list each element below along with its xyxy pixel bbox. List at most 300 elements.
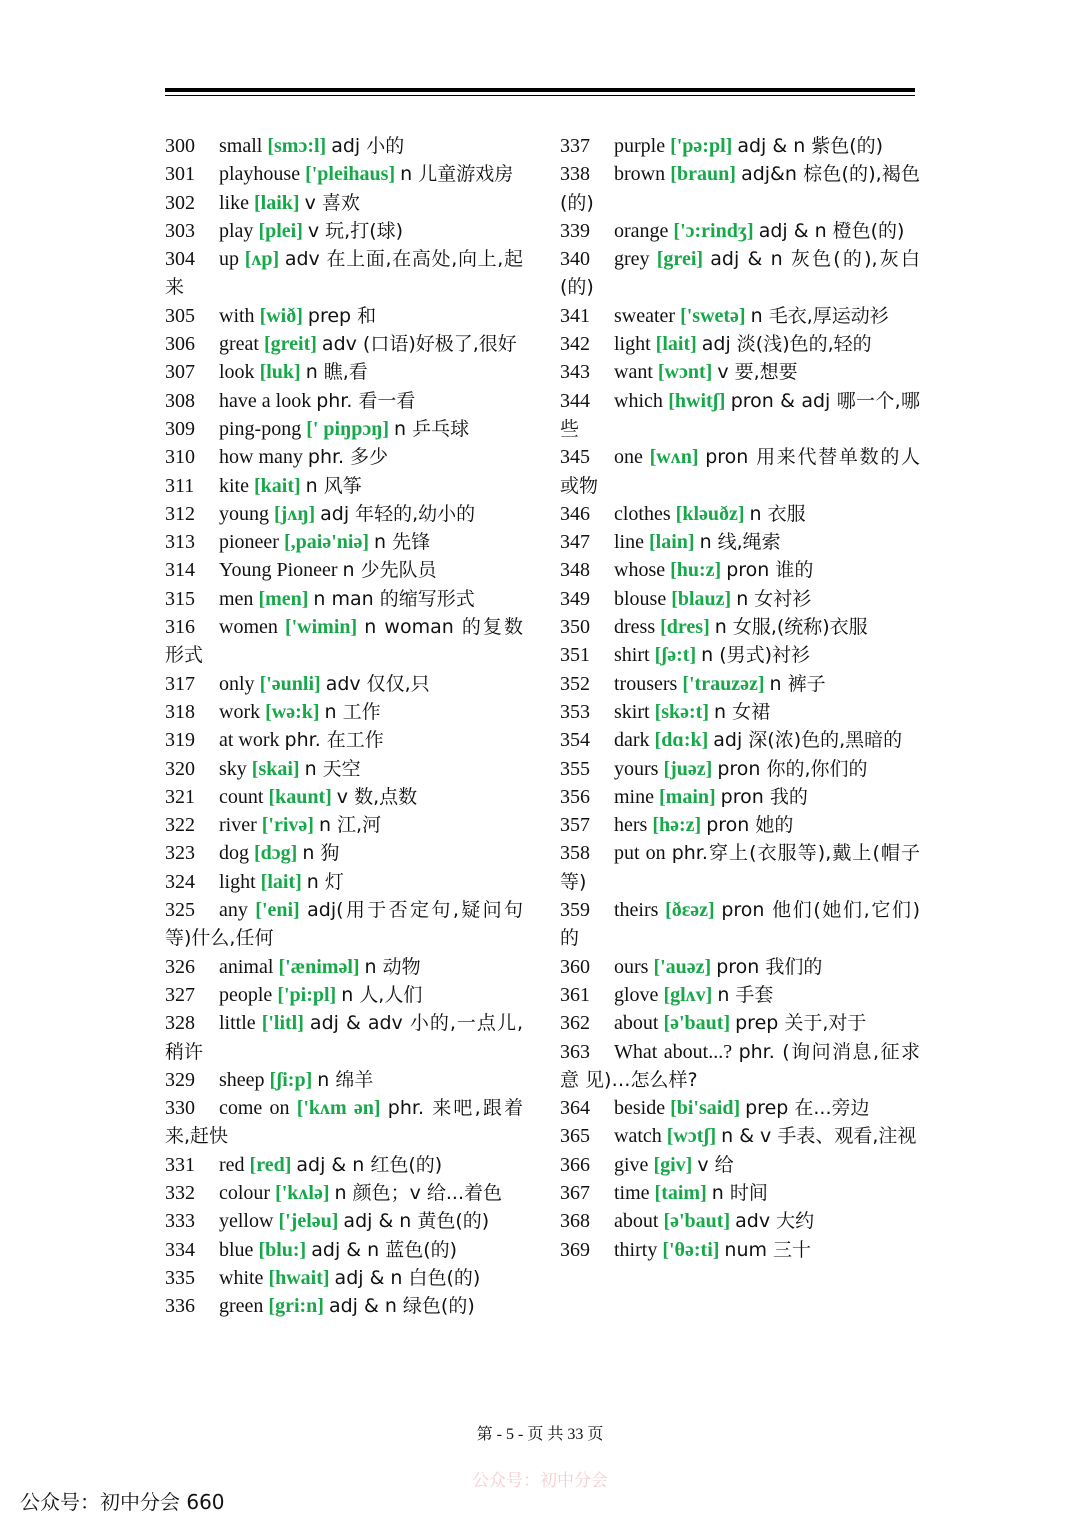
entry-number: 323 <box>165 842 195 865</box>
entry-number: 326 <box>165 955 195 978</box>
entry-definition: n 灯 <box>306 870 344 893</box>
entry-word: sheep <box>219 1068 265 1091</box>
vocab-entry <box>560 443 920 500</box>
vocab-entry <box>165 1066 523 1094</box>
entry-definition: prep 和 <box>307 304 377 327</box>
entry-phonetic: [wə:k] <box>265 700 320 723</box>
entry-phonetic: [giv] <box>653 1153 693 1176</box>
entry-number: 327 <box>165 983 195 1006</box>
watermark-center: 公众号：初中分会 <box>472 1471 608 1491</box>
entry-number: 308 <box>165 389 195 412</box>
entry-word: time <box>614 1181 650 1204</box>
entry-definition: n 女服,(统称)衣服 <box>714 616 868 639</box>
entry-definition: n 瞧,看 <box>305 361 368 384</box>
vocab-entry <box>165 953 523 981</box>
entry-phonetic: [dɔg] <box>254 842 298 865</box>
entry-definition: n 毛衣,厚运动衫 <box>750 304 889 327</box>
entry-definition: adj & adv 小的,一点儿,稍许 <box>165 1012 523 1063</box>
vocab-entry <box>165 613 523 670</box>
entry-definition: n 工作 <box>324 700 381 723</box>
entry-word: up <box>219 248 239 271</box>
entry-phonetic: [men] <box>258 587 309 610</box>
entry-definition: pron 我的 <box>720 785 808 808</box>
entry-phonetic: [main] <box>659 785 716 808</box>
entry-number: 363 <box>560 1040 590 1063</box>
vocab-entry <box>560 953 920 981</box>
vocab-entry <box>165 132 523 160</box>
vocab-entry <box>165 217 523 245</box>
entry-number: 359 <box>560 899 590 922</box>
entry-definition: adv 仅仅,只 <box>325 672 430 695</box>
entry-definition: adj & n 红色(的) <box>296 1153 443 1176</box>
entry-number: 315 <box>165 587 195 610</box>
vocab-entry <box>560 1094 920 1122</box>
entry-number: 360 <box>560 955 590 978</box>
entry-phonetic: [taim] <box>654 1181 707 1204</box>
entry-phonetic: ['kʌlə] <box>275 1181 330 1204</box>
vocab-entry <box>560 1151 920 1179</box>
entry-number: 311 <box>165 474 195 497</box>
entry-word: light <box>219 870 256 893</box>
entry-definition: n (男式)衬衫 <box>701 644 811 667</box>
vocab-entry <box>165 896 523 953</box>
entry-phonetic: [ʌp] <box>244 248 280 271</box>
entry-word: yours <box>614 757 659 780</box>
entry-word: light <box>614 333 651 356</box>
entry-number: 301 <box>165 163 195 186</box>
entry-word: give <box>614 1153 649 1176</box>
vocab-entry <box>165 245 523 302</box>
entry-phonetic: [ə'baut] <box>663 1210 731 1233</box>
entry-word: clothes <box>614 502 671 525</box>
entry-word: trousers <box>614 672 678 695</box>
entry-word: which <box>614 389 663 412</box>
vocab-entry <box>560 1038 920 1095</box>
vocab-entry <box>165 415 523 443</box>
entry-word: kite <box>219 474 249 497</box>
entry-definition: phr. 来吧,跟着来,赶快 <box>165 1097 524 1148</box>
entry-word: sky <box>219 757 247 780</box>
entry-definition: n 乒乓球 <box>394 417 470 440</box>
entry-word: colour <box>219 1181 271 1204</box>
entry-phonetic: ['jeləu] <box>278 1210 339 1233</box>
entry-word: young <box>219 502 269 525</box>
vocab-entry <box>560 641 920 669</box>
entry-word: ours <box>614 955 649 978</box>
entry-phonetic: ['əunli] <box>259 672 321 695</box>
entry-definition: v 数,点数 <box>336 785 418 808</box>
vocab-entry <box>165 472 523 500</box>
entry-phonetic: [blu:] <box>258 1238 307 1261</box>
vocab-entry <box>560 585 920 613</box>
entry-definition: adj&n 棕色(的),褐色(的) <box>560 163 921 214</box>
entry-phonetic: ['swetə] <box>680 304 746 327</box>
entry-number: 321 <box>165 785 195 808</box>
vocab-entry <box>165 1292 523 1320</box>
entry-word: brown <box>614 163 666 186</box>
entry-phonetic: ['kʌm ən] <box>296 1097 381 1120</box>
entry-number: 347 <box>560 531 590 554</box>
entry-word: how many <box>219 446 303 469</box>
vocab-entry <box>560 358 920 386</box>
vocab-entry <box>165 189 523 217</box>
entry-word: work <box>219 700 261 723</box>
vocab-entry <box>560 698 920 726</box>
entry-word: line <box>614 531 644 554</box>
vocab-entry <box>165 670 523 698</box>
entry-definition: n 先锋 <box>373 531 431 554</box>
entry-definition: n 女衬衫 <box>736 587 812 610</box>
vocab-entry <box>560 726 920 754</box>
entry-number: 306 <box>165 333 195 356</box>
entry-word: purple <box>614 135 666 157</box>
entry-definition: adj 深(浓)色的,黑暗的 <box>713 729 903 752</box>
watermark-bottom: 公众号：初中分会 660 <box>20 1490 225 1514</box>
entry-phonetic: [laik] <box>254 191 300 214</box>
entry-word: have a look <box>219 389 312 412</box>
vocab-entry <box>560 755 920 783</box>
entry-word: glove <box>614 983 659 1006</box>
entry-word: whose <box>614 559 666 582</box>
vocab-entry <box>560 1179 920 1207</box>
entry-number: 369 <box>560 1238 590 1261</box>
entry-number: 333 <box>165 1210 195 1233</box>
vocab-entry <box>560 896 920 953</box>
entry-number: 303 <box>165 219 195 242</box>
entry-definition: n 颜色；v 给...着色 <box>334 1181 503 1204</box>
entry-word: come on <box>219 1097 290 1120</box>
entry-number: 358 <box>560 842 590 865</box>
vocab-entry <box>165 302 523 330</box>
entry-number: 313 <box>165 531 195 554</box>
entry-phonetic: [red] <box>249 1153 292 1176</box>
entry-word: theirs <box>614 899 659 922</box>
vocab-entry <box>560 528 920 556</box>
entry-definition: n man 的缩写形式 <box>313 587 475 610</box>
header-rule-thin <box>165 95 915 96</box>
entry-word: playhouse <box>219 163 301 186</box>
entry-word: play <box>219 219 254 242</box>
entry-number: 348 <box>560 559 590 582</box>
entry-phonetic: [skə:t] <box>654 700 709 723</box>
entry-phonetic: [gri:n] <box>268 1295 324 1318</box>
entry-phonetic: [lain] <box>649 531 695 554</box>
entry-number: 346 <box>560 502 590 525</box>
entry-word: only <box>219 672 255 695</box>
entry-phonetic: ['eni] <box>255 899 300 922</box>
entry-word: like <box>219 191 249 214</box>
entry-definition: n 女裙 <box>714 700 771 723</box>
vocab-entry <box>165 443 523 471</box>
vocab-entry <box>165 330 523 358</box>
vocab-entry <box>560 613 920 641</box>
vocab-entry <box>560 500 920 528</box>
entry-number: 310 <box>165 446 195 469</box>
entry-number: 356 <box>560 785 590 808</box>
entry-definition: v 要,想要 <box>717 361 798 384</box>
vocab-entry <box>165 698 523 726</box>
vocab-entry <box>165 1094 523 1151</box>
entry-phonetic: [ə'baut] <box>663 1012 731 1035</box>
entry-number: 366 <box>560 1153 590 1176</box>
entry-number: 300 <box>165 135 195 157</box>
entry-phonetic: ['wimin] <box>284 616 358 639</box>
entry-word: pioneer <box>219 531 279 554</box>
vocab-entry <box>560 245 920 302</box>
entry-number: 334 <box>165 1238 195 1261</box>
entry-phonetic: [kaunt] <box>268 785 332 808</box>
entry-number: 354 <box>560 729 590 752</box>
vocab-entry <box>560 302 920 330</box>
entry-number: 325 <box>165 899 195 922</box>
entry-number: 309 <box>165 417 195 440</box>
vocab-entry <box>560 1009 920 1037</box>
entry-number: 364 <box>560 1097 590 1120</box>
entry-phonetic: [plei] <box>258 219 303 242</box>
entry-phonetic: [lait] <box>260 870 302 893</box>
entry-word: put on <box>614 842 666 865</box>
vocab-entry <box>165 1207 523 1235</box>
entry-number: 361 <box>560 983 590 1006</box>
entry-number: 302 <box>165 191 195 214</box>
entry-definition: phr. 多少 <box>307 446 389 469</box>
vocab-entry <box>165 755 523 783</box>
entry-word: with <box>219 304 255 327</box>
entry-phonetic: ['litl] <box>261 1012 304 1035</box>
entry-number: 344 <box>560 389 590 412</box>
entry-phonetic: [,paiə'niə] <box>283 531 369 554</box>
page-number: 第 - 5 - 页 共 33 页 <box>476 1426 604 1443</box>
entry-word: red <box>219 1153 245 1176</box>
entry-phonetic: [wɔtʃ] <box>666 1125 717 1148</box>
vocab-entry <box>165 726 523 754</box>
entry-word: Young Pioneer <box>219 559 338 582</box>
entry-phonetic: [lait] <box>655 333 697 356</box>
entry-definition: n 人,人们 <box>341 983 423 1006</box>
entry-word: blue <box>219 1238 254 1261</box>
entry-definition: num 三十 <box>724 1238 812 1261</box>
entry-word: people <box>219 983 273 1006</box>
vocab-entry <box>165 1179 523 1207</box>
vocab-entry <box>165 1264 523 1292</box>
entry-word: men <box>219 587 254 610</box>
entry-definition: adj 年轻的,幼小的 <box>320 502 476 525</box>
entry-word: sweater <box>614 304 676 327</box>
entry-word: orange <box>614 219 669 242</box>
entry-phonetic: [grei] <box>656 248 704 271</box>
entry-number: 330 <box>165 1097 195 1120</box>
entry-definition: n 线,绳索 <box>699 531 781 554</box>
entry-number: 357 <box>560 814 590 837</box>
entry-phonetic: [hwitʃ] <box>668 389 726 412</box>
entry-phonetic: ['trauzəz] <box>682 672 765 695</box>
entry-definition: n 江,河 <box>318 814 382 837</box>
entry-number: 307 <box>165 361 195 384</box>
entry-number: 320 <box>165 757 195 780</box>
entry-phonetic: ['æniməl] <box>278 955 360 978</box>
entry-phonetic: [wið] <box>259 304 303 327</box>
entry-definition: adv 大约 <box>735 1210 815 1233</box>
entry-word: thirty <box>614 1238 658 1261</box>
entry-phonetic: [kləuðz] <box>675 502 745 525</box>
entry-definition: pron 我们的 <box>716 955 823 978</box>
entry-number: 342 <box>560 333 590 356</box>
entry-definition: adj & n 绿色(的) <box>328 1295 475 1318</box>
entry-phonetic: [hu:z] <box>670 559 722 582</box>
entry-definition: prep 在...旁边 <box>745 1097 870 1120</box>
entry-phonetic: [jʌŋ] <box>274 502 316 525</box>
entry-number: 338 <box>560 163 590 186</box>
entry-number: 312 <box>165 502 195 525</box>
entry-phonetic: [luk] <box>259 361 301 384</box>
entry-phonetic: [ʃə:t] <box>654 644 697 667</box>
entry-word: shirt <box>614 644 650 667</box>
vocab-entry <box>560 387 920 444</box>
vocab-column-right <box>560 132 920 1264</box>
entry-definition: adj(用于否定句,疑问句等)什么,任何 <box>165 899 524 950</box>
entry-number: 319 <box>165 729 195 752</box>
entry-definition: phr. 看一看 <box>316 389 416 412</box>
entry-definition: n 裤子 <box>769 672 826 695</box>
entry-phonetic: [hə:z] <box>652 814 702 837</box>
entry-definition: prep 关于,对于 <box>735 1012 867 1035</box>
vocab-entry <box>165 981 523 1009</box>
entry-word: beside <box>614 1097 666 1120</box>
entry-definition: n 衣服 <box>749 502 806 525</box>
entry-word: want <box>614 361 653 384</box>
entry-number: 339 <box>560 219 590 242</box>
entry-definition: n 少先队员 <box>342 559 437 582</box>
entry-phonetic: [blauz] <box>671 587 732 610</box>
entry-phonetic: [skai] <box>251 757 300 780</box>
entry-definition: adj 淡(浅)色的,轻的 <box>701 333 872 356</box>
entry-phonetic: ['auəz] <box>653 955 712 978</box>
entry-definition: phr.穿上(衣服等),戴上(帽子等) <box>560 842 920 893</box>
entry-phonetic: [juəz] <box>663 757 713 780</box>
entry-word: mine <box>614 785 654 808</box>
entry-word: yellow <box>219 1210 274 1233</box>
entry-word: any <box>219 899 248 922</box>
entry-word: What about...? <box>614 1040 733 1063</box>
entry-number: 322 <box>165 814 195 837</box>
entry-number: 337 <box>560 135 590 157</box>
entry-definition: adj & n 黄色(的) <box>343 1210 490 1233</box>
entry-number: 350 <box>560 616 590 639</box>
vocab-entry <box>560 556 920 584</box>
entry-number: 329 <box>165 1068 195 1091</box>
entry-definition: adj & n 灰色(的),灰白(的) <box>560 248 921 299</box>
entry-definition: adj & n 蓝色(的) <box>311 1238 458 1261</box>
vocab-entry <box>165 1236 523 1264</box>
entry-phonetic: [smɔ:l] <box>267 135 327 157</box>
entry-phonetic: [ðɛəz] <box>665 899 715 922</box>
entry-definition: pron 用来代替单数的人或物 <box>560 446 921 497</box>
entry-definition: adj & n 白色(的) <box>334 1266 481 1289</box>
entry-definition: v 玩,打(球) <box>307 219 404 242</box>
entry-phonetic: [wʌn] <box>649 446 699 469</box>
entry-number: 305 <box>165 304 195 327</box>
entry-word: white <box>219 1266 264 1289</box>
entry-definition: n 狗 <box>302 842 340 865</box>
entry-number: 324 <box>165 870 195 893</box>
vocab-entry <box>560 839 920 896</box>
entry-number: 304 <box>165 248 195 271</box>
vocab-entry <box>165 528 523 556</box>
entry-definition: v 喜欢 <box>304 191 360 214</box>
entry-definition: n & v 手表、观看,注视 <box>721 1125 917 1148</box>
entry-phonetic: [ʃi:p] <box>269 1068 313 1091</box>
entry-number: 340 <box>560 248 590 271</box>
entry-number: 343 <box>560 361 590 384</box>
entry-number: 351 <box>560 644 590 667</box>
entry-definition: pron 他们(她们,它们)的 <box>560 899 921 950</box>
entry-definition: n 风筝 <box>305 474 362 497</box>
entry-definition: v 给 <box>697 1153 734 1176</box>
entry-word: dog <box>219 842 249 865</box>
entry-definition: pron 她的 <box>706 814 794 837</box>
entry-number: 328 <box>165 1012 195 1035</box>
entry-phonetic: [greit] <box>263 333 317 356</box>
entry-number: 318 <box>165 700 195 723</box>
entry-phonetic: [kait] <box>254 474 301 497</box>
entry-word: hers <box>614 814 648 837</box>
entry-word: women <box>219 616 278 639</box>
entry-number: 367 <box>560 1181 590 1204</box>
entry-word: animal <box>219 955 274 978</box>
entry-number: 368 <box>560 1210 590 1233</box>
entry-definition: pron & adj 哪一个,哪些 <box>560 389 921 440</box>
vocab-entry <box>165 783 523 811</box>
entry-number: 362 <box>560 1012 590 1035</box>
entry-definition: adj 小的 <box>331 135 405 157</box>
vocab-entry <box>165 1151 523 1179</box>
entry-number: 336 <box>165 1295 195 1318</box>
vocab-entry <box>165 1009 523 1066</box>
entry-word: dark <box>614 729 650 752</box>
entry-word: little <box>219 1012 256 1035</box>
entry-definition: n woman 的复数形式 <box>165 616 524 667</box>
vocab-entry <box>560 670 920 698</box>
entry-phonetic: [wɔnt] <box>657 361 713 384</box>
entry-number: 317 <box>165 672 195 695</box>
entry-definition: phr. (询问消息,征求意 见)…怎么样? <box>560 1040 921 1091</box>
entry-phonetic: [dres] <box>660 616 710 639</box>
header-rule-thick <box>165 88 915 92</box>
vocab-entry <box>560 132 920 160</box>
entry-definition: n 天空 <box>304 757 361 780</box>
entry-definition: pron 谁的 <box>726 559 814 582</box>
entry-word: watch <box>614 1125 662 1148</box>
entry-phonetic: [glʌv] <box>663 983 713 1006</box>
entry-word: river <box>219 814 257 837</box>
entry-number: 335 <box>165 1266 195 1289</box>
entry-phonetic: ['pleihaus] <box>305 163 396 186</box>
entry-phonetic: [hwait] <box>268 1266 330 1289</box>
entry-word: grey <box>614 248 650 271</box>
vocab-entry <box>165 868 523 896</box>
vocab-entry <box>560 1207 920 1235</box>
vocab-entry <box>560 1122 920 1150</box>
entry-number: 349 <box>560 587 590 610</box>
vocab-entry <box>165 556 523 584</box>
entry-word: skirt <box>614 700 650 723</box>
entry-number: 352 <box>560 672 590 695</box>
vocab-entry <box>560 217 920 245</box>
vocab-entry <box>165 387 523 415</box>
vocab-entry <box>560 783 920 811</box>
entry-number: 331 <box>165 1153 195 1176</box>
entry-definition: adv 在上面,在高处,向上,起来 <box>165 248 524 299</box>
